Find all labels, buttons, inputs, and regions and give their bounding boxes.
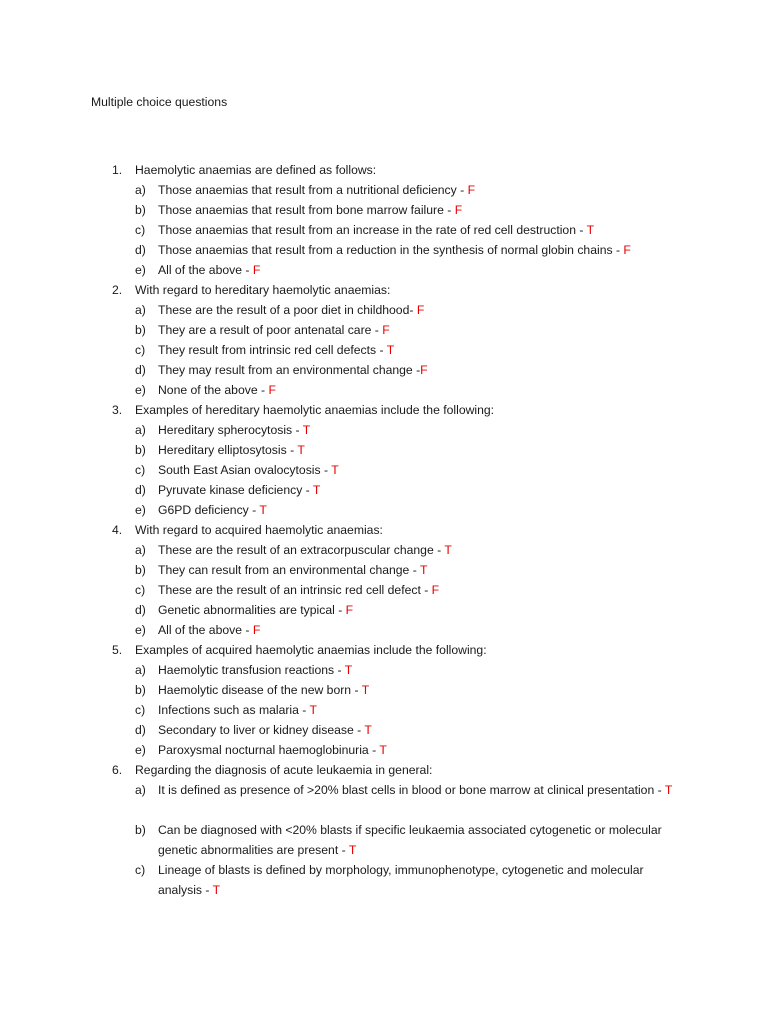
option-2e <box>0 380 768 400</box>
answer-mark: T <box>419 563 428 577</box>
answer-mark: T <box>344 663 353 677</box>
option-3d <box>0 480 768 500</box>
option-5b <box>0 680 768 700</box>
option-2d <box>0 360 768 380</box>
answer-mark: T <box>302 423 311 437</box>
option-label: d) <box>135 483 146 497</box>
option-2a <box>0 300 768 320</box>
option-text: Haemolytic transfusion reactions - T <box>158 663 353 677</box>
answer-mark: T <box>212 883 221 897</box>
answer-mark: F <box>252 623 261 637</box>
option-text: Those anaemias that result from a nutritional deficiency - F <box>158 183 476 197</box>
option-text: They result from intrinsic red cell defects - T <box>158 343 395 357</box>
answer-mark: T <box>664 783 673 797</box>
question-5 <box>0 640 768 660</box>
option-text: None of the above - F <box>158 383 276 397</box>
option-text: These are the result of a poor diet in childhood- F <box>158 303 425 317</box>
option-label: d) <box>135 723 146 737</box>
answer-mark: T <box>331 463 339 477</box>
question-number: 2. <box>112 283 123 297</box>
option-label: e) <box>135 383 146 397</box>
option-text: Lineage of blasts is defined by morphology, immunophenotype, cytogenetic and molecular analysis - T <box>158 863 644 897</box>
option-text: They may result from an environmental change -F <box>158 363 428 377</box>
option-5d <box>0 720 768 740</box>
option-text: South East Asian ovalocytosis - T <box>158 463 339 477</box>
option-text: Paroxysmal nocturnal haemoglobinuria - T <box>158 743 387 757</box>
option-5c <box>0 700 768 720</box>
option-text: These are the result of an intrinsic red cell defect - F <box>158 583 440 597</box>
option-label: e) <box>135 263 146 277</box>
answer-mark: T <box>361 683 370 697</box>
option-4e <box>0 620 768 640</box>
option-label: c) <box>135 223 146 237</box>
question-3 <box>0 400 768 420</box>
option-1a <box>0 180 768 200</box>
option-2b <box>0 320 768 340</box>
option-2c <box>0 340 768 360</box>
option-label: e) <box>135 623 146 637</box>
question-text: Regarding the diagnosis of acute leukaemia in general: <box>135 763 433 777</box>
question-4 <box>0 520 768 540</box>
option-text: Those anaemias that result from bone marrow failure - F <box>158 203 463 217</box>
question-text: Examples of hereditary haemolytic anaemias include the following: <box>135 403 495 417</box>
option-label: a) <box>135 423 146 437</box>
answer-mark: F <box>420 363 428 377</box>
option-text: Those anaemias that result from a reduction in the synthesis of normal globin chains - F <box>158 243 631 257</box>
question-text: With regard to hereditary haemolytic anaemias: <box>135 283 391 297</box>
option-5e <box>0 740 768 760</box>
option-text: All of the above - F <box>158 623 261 637</box>
answer-mark: F <box>345 603 354 617</box>
question-text: With regard to acquired haemolytic anaemias: <box>135 523 383 537</box>
option-3c <box>0 460 768 480</box>
answer-mark: T <box>386 343 395 357</box>
answer-mark: T <box>348 843 357 857</box>
option-label: a) <box>135 543 146 557</box>
option-label: e) <box>135 503 146 517</box>
answer-mark: F <box>268 383 276 397</box>
answer-mark: T <box>259 503 267 517</box>
answer-mark: T <box>312 483 321 497</box>
question-list <box>0 160 768 900</box>
option-text: These are the result of an extracorpuscular change - T <box>158 543 452 557</box>
option-label: c) <box>135 583 146 597</box>
option-6c <box>0 860 768 900</box>
option-text: Hereditary elliptosytosis - T <box>158 443 305 457</box>
option-label: c) <box>135 863 146 877</box>
option-label: c) <box>135 703 146 717</box>
option-label: c) <box>135 343 146 357</box>
option-label: c) <box>135 463 146 477</box>
answer-mark: T <box>379 743 387 757</box>
question-number: 6. <box>112 763 123 777</box>
option-3a <box>0 420 768 440</box>
option-text: Hereditary spherocytosis - T <box>158 423 311 437</box>
option-text: They are a result of poor antenatal care - F <box>158 323 390 337</box>
question-6 <box>0 760 768 780</box>
option-5a <box>0 660 768 680</box>
option-label: b) <box>135 823 146 837</box>
option-label: a) <box>135 783 146 797</box>
answer-mark: F <box>382 323 390 337</box>
answer-mark: F <box>467 183 476 197</box>
option-label: a) <box>135 303 146 317</box>
option-text: Can be diagnosed with <20% blasts if specific leukaemia associated cytogenetic or molecular genetic abnormalities are present - T <box>158 823 662 857</box>
option-label: d) <box>135 243 146 257</box>
option-text: Secondary to liver or kidney disease - T <box>158 723 372 737</box>
question-2 <box>0 280 768 300</box>
option-text: Those anaemias that result from an increase in the rate of red cell destruction - T <box>158 223 595 237</box>
option-text: It is defined as presence of >20% blast cells in blood or bone marrow at clinical presentation - T <box>158 783 673 797</box>
page-title: Multiple choice questions <box>91 95 228 109</box>
answer-mark: T <box>309 703 317 717</box>
question-number: 1. <box>112 163 123 177</box>
question-number: 4. <box>112 523 123 537</box>
question-number: 5. <box>112 643 123 657</box>
option-3b <box>0 440 768 460</box>
option-1e <box>0 260 768 280</box>
question-number: 3. <box>112 403 123 417</box>
answer-mark: T <box>364 723 372 737</box>
option-label: a) <box>135 663 146 677</box>
option-text: They can result from an environmental change - T <box>158 563 428 577</box>
option-text: Pyruvate kinase deficiency - T <box>158 483 321 497</box>
question-1 <box>0 160 768 180</box>
answer-mark: F <box>252 263 261 277</box>
option-label: b) <box>135 683 146 697</box>
answer-mark: F <box>623 243 631 257</box>
option-4d <box>0 600 768 620</box>
option-text: Infections such as malaria - T <box>158 703 317 717</box>
option-label: e) <box>135 743 146 757</box>
option-4c <box>0 580 768 600</box>
answer-mark: F <box>431 583 440 597</box>
answer-mark: T <box>586 223 595 237</box>
question-text: Examples of acquired haemolytic anaemias include the following: <box>135 643 487 657</box>
option-text: G6PD deficiency - T <box>158 503 267 517</box>
option-6a <box>0 780 768 820</box>
option-label: a) <box>135 183 146 197</box>
option-3e <box>0 500 768 520</box>
answer-mark: T <box>444 543 452 557</box>
option-label: d) <box>135 363 146 377</box>
option-text: All of the above - F <box>158 263 261 277</box>
option-1c <box>0 220 768 240</box>
answer-mark: T <box>297 443 305 457</box>
option-text: Haemolytic disease of the new born - T <box>158 683 370 697</box>
option-label: b) <box>135 203 146 217</box>
answer-mark: F <box>416 303 425 317</box>
option-1b <box>0 200 768 220</box>
question-text: Haemolytic anaemias are defined as follows: <box>135 163 377 177</box>
option-4a <box>0 540 768 560</box>
option-4b <box>0 560 768 580</box>
answer-mark: F <box>454 203 463 217</box>
option-1d <box>0 240 768 260</box>
option-label: b) <box>135 443 146 457</box>
option-6b <box>0 820 768 860</box>
option-label: b) <box>135 563 146 577</box>
option-text: Genetic abnormalities are typical - F <box>158 603 354 617</box>
option-label: d) <box>135 603 146 617</box>
option-label: b) <box>135 323 146 337</box>
